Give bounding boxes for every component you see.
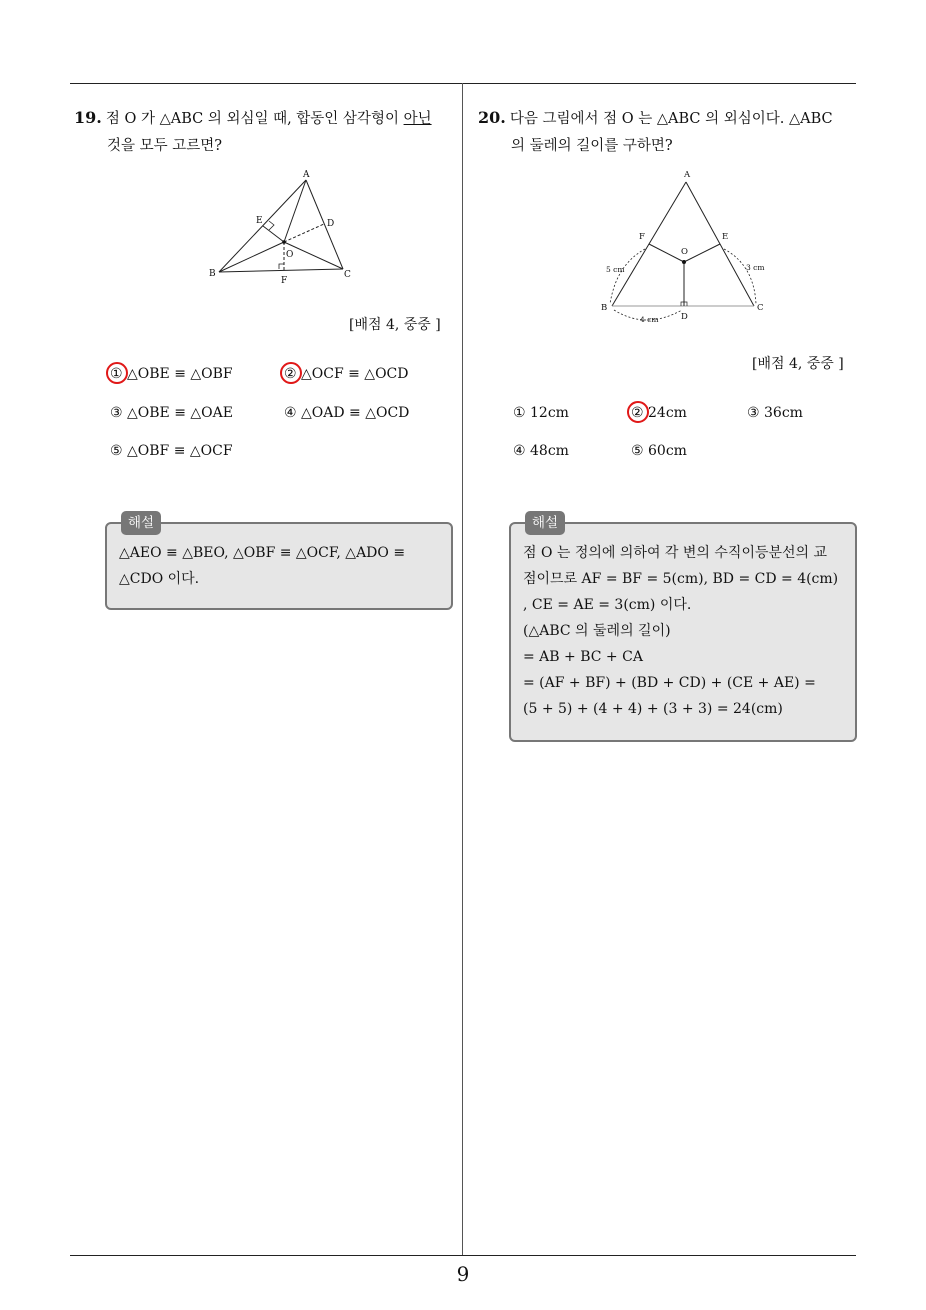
label-a: A: [684, 170, 691, 180]
question-20: [478, 104, 862, 160]
question-19: [74, 104, 458, 160]
explanation-line: △AEO ≡ △BEO, △OBF ≡ △OCF, △ADO ≡: [119, 545, 406, 561]
label-o: O: [286, 250, 294, 260]
segment-oe: [263, 226, 284, 242]
label-a: A: [303, 170, 310, 180]
question-text-line2: 것을 모두 고르면?: [107, 138, 223, 154]
explanation-line: 점 O 는 정의에 의하여 각 변의 수직이등분선의 교: [523, 545, 828, 561]
question-number: 19.: [74, 108, 102, 127]
choice-19-3[interactable]: ③ △OBE ≡ △OAE: [110, 405, 233, 421]
choice-20-4[interactable]: ④ 48cm: [513, 443, 569, 459]
question-text-line2: 의 둘레의 길이를 구하면?: [511, 138, 673, 154]
question-number: 20.: [478, 108, 506, 127]
choice-19-1[interactable]: ① △OBE ≡ △OBF: [110, 366, 233, 382]
question-text: 다음 그림에서 점 O 는 △ABC 의 외심이다. △ABC: [509, 111, 833, 127]
center-point-o: [282, 240, 286, 244]
segment-ob: [219, 242, 284, 272]
choice-20-1[interactable]: ① 12cm: [513, 405, 569, 421]
segment-of: [649, 244, 684, 262]
segment-od: [284, 224, 324, 242]
right-angle-f: [279, 264, 284, 269]
points-19: [배점 4, 중중 ]: [349, 317, 441, 333]
top-rule: [70, 83, 856, 84]
explanation-line: (5 + 5) + (4 + 4) + (3 + 3) = 24(cm): [523, 701, 783, 717]
label-3cm: 3 cm: [746, 263, 765, 272]
label-e: E: [256, 216, 263, 226]
explanation-line: = (AF + BF) + (BD + CD) + (CE + AE) =: [523, 675, 816, 691]
label-d: D: [681, 312, 688, 322]
segment-oa: [284, 180, 306, 242]
question-text-underlined: 아닌: [403, 111, 432, 127]
label-o: O: [681, 247, 688, 257]
explanation-tag: 해설: [121, 511, 161, 535]
arc-5cm: [610, 249, 645, 304]
explanation-tag: 해설: [525, 511, 565, 535]
question-text: 점 O 가 △ABC 의 외심일 때, 합동인 삼각형이: [105, 111, 404, 127]
choice-19-4[interactable]: ④ △OAD ≡ △OCD: [284, 405, 410, 421]
explanation-line: 점이므로 AF = BF = 5(cm), BD = CD = 4(cm): [523, 571, 839, 587]
explanation-box-20: [509, 515, 857, 742]
right-angle-e: [269, 221, 274, 230]
label-5cm: 5 cm: [606, 265, 625, 274]
page-number: 9: [456, 1262, 470, 1286]
label-d: D: [327, 219, 335, 229]
label-f: F: [639, 232, 645, 242]
choice-20-5[interactable]: ⑤ 60cm: [631, 443, 687, 459]
label-c: C: [344, 270, 351, 280]
label-b: B: [601, 303, 608, 313]
triangle-figure-19: [200, 165, 360, 290]
label-4cm: 4 cm: [640, 315, 659, 324]
arc-3cm: [724, 249, 756, 304]
label-e: E: [722, 232, 729, 242]
explanation-line: = AB + BC + CA: [523, 649, 643, 665]
segment-oe: [684, 244, 720, 262]
explanation-box-19: [105, 515, 453, 610]
label-b: B: [209, 269, 216, 279]
explanation-line: (△ABC 의 둘레의 길이): [523, 623, 671, 639]
side-bc: [219, 269, 343, 272]
triangle-figure-20: [596, 165, 776, 330]
label-f: F: [281, 276, 288, 286]
column-divider: [462, 83, 463, 1255]
explanation-line: △CDO 이다.: [119, 571, 200, 587]
choice-20-3[interactable]: ③ 36cm: [747, 405, 803, 421]
label-c: C: [757, 303, 764, 313]
bottom-rule: [70, 1255, 856, 1256]
center-point-o: [682, 260, 686, 264]
explanation-line: , CE = AE = 3(cm) 이다.: [523, 597, 692, 613]
side-ac: [306, 180, 343, 269]
choice-19-5[interactable]: ⑤ △OBF ≡ △OCF: [110, 443, 233, 459]
points-20: [배점 4, 중중 ]: [752, 356, 844, 372]
choice-19-2[interactable]: ② △OCF ≡ △OCD: [284, 366, 409, 382]
choice-20-2[interactable]: ② 24cm: [631, 405, 687, 421]
